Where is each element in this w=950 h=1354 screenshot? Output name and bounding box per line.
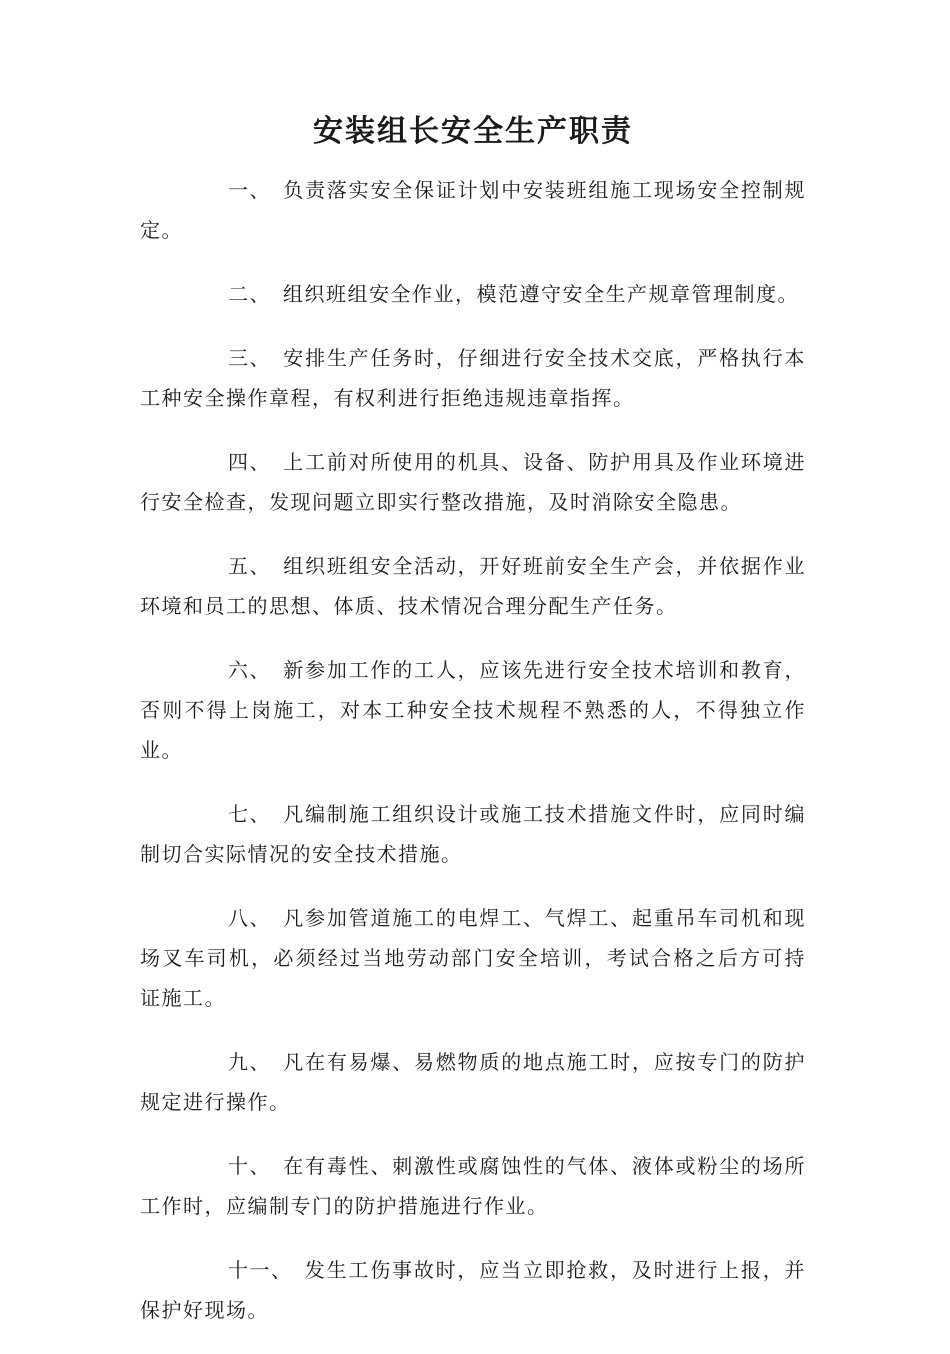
- clause-1: [140, 170, 806, 250]
- clause-number: 六、: [228, 658, 271, 682]
- clause-8: [140, 898, 806, 1018]
- clause-number: 九、: [228, 1050, 271, 1074]
- clause-7: [140, 794, 806, 874]
- clause-10: [140, 1146, 806, 1226]
- clause-number: 四、: [228, 450, 271, 474]
- clause-text: 负责落实安全保证计划中安装班组施工现场安全控制规定。: [140, 178, 806, 242]
- clause-4: [140, 442, 806, 522]
- document-page: [140, 108, 806, 1354]
- clause-text: 组织班组安全活动，开好班前安全生产会，并依据作业环境和员工的思想、体质、技术情况合理分配生产任务。: [140, 554, 806, 618]
- clause-number: 八、: [228, 906, 271, 930]
- clause-text: 组织班组安全作业，模范遵守安全生产规章管理制度。: [283, 282, 799, 306]
- clause-text: 凡在有易爆、易燃物质的地点施工时，应按专门的防护规定进行操作。: [140, 1050, 806, 1114]
- clause-number: 五、: [228, 554, 271, 578]
- clause-11: [140, 1250, 806, 1330]
- clause-9: [140, 1042, 806, 1122]
- clause-text: 发生工伤事故时，应当立即抢救，及时进行上报，并保护好现场。: [140, 1258, 806, 1322]
- clause-number: 十、: [228, 1154, 271, 1178]
- clause-number: 七、: [228, 802, 271, 826]
- clause-5: [140, 546, 806, 626]
- clause-text: 上工前对所使用的机具、设备、防护用具及作业环境进行安全检查，发现问题立即实行整改措施，及时消除安全隐患。: [140, 450, 806, 514]
- clause-6: [140, 650, 806, 770]
- clause-number: 三、: [228, 346, 271, 370]
- clause-text: 凡参加管道施工的电焊工、气焊工、起重吊车司机和现场叉车司机，必须经过当地劳动部门安全培训，考试合格之后方可持证施工。: [140, 906, 806, 1010]
- clause-number: 十一、: [228, 1258, 293, 1282]
- clause-text: 在有毒性、刺激性或腐蚀性的气体、液体或粉尘的场所工作时，应编制专门的防护措施进行作业。: [140, 1154, 806, 1218]
- clause-2: [140, 274, 806, 314]
- clause-3: [140, 338, 806, 418]
- clause-number: 一、: [228, 178, 271, 202]
- clause-text: 安排生产任务时，仔细进行安全技术交底，严格执行本工种安全操作章程，有权利进行拒绝违规违章指挥。: [140, 346, 806, 410]
- clause-text: 新参加工作的工人，应该先进行安全技术培训和教育，否则不得上岗施工，对本工种安全技术规程不熟悉的人，不得独立作业。: [140, 658, 806, 762]
- document-title: 安装组长安全生产职责: [313, 114, 633, 149]
- clause-text: 凡编制施工组织设计或施工技术措施文件时，应同时编制切合实际情况的安全技术措施。: [140, 802, 806, 866]
- clause-number: 二、: [228, 282, 271, 306]
